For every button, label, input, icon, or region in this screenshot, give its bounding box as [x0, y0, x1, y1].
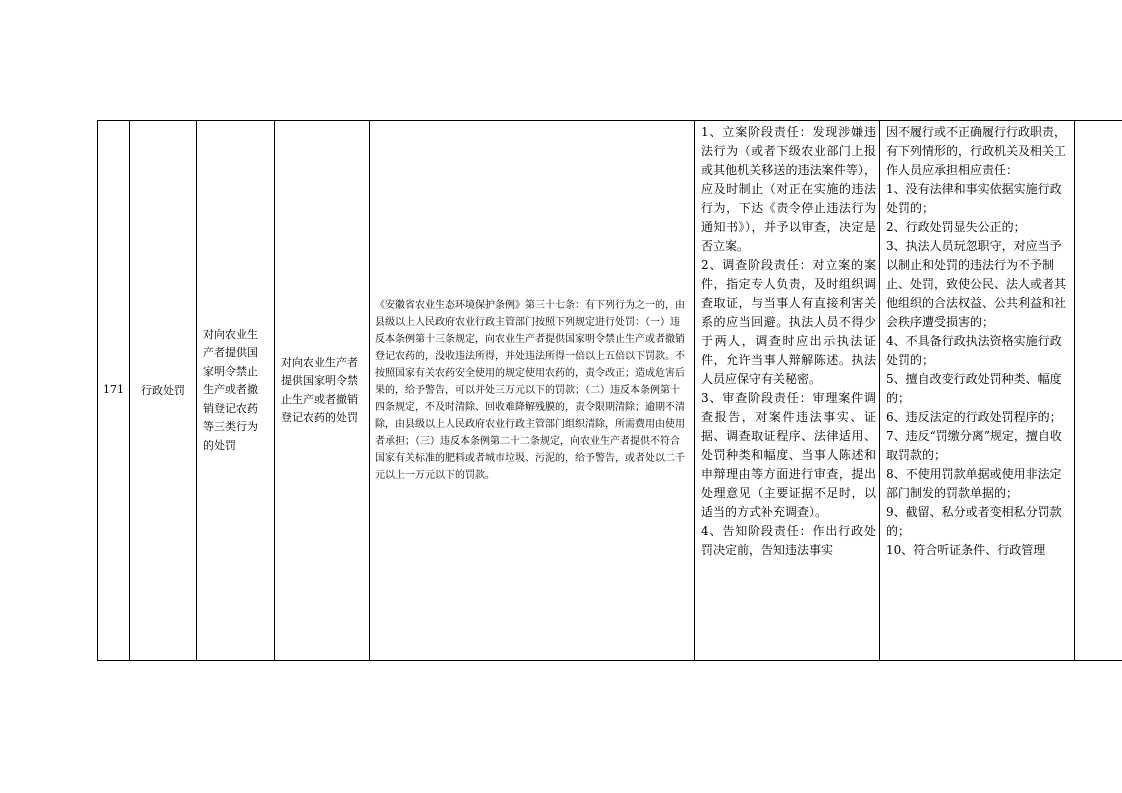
item-name: 对向农业生产者提供国家明令禁止生产或者撤销登记农药等三类行为的处罚 — [203, 327, 258, 452]
legal-basis-text: 《安徽省农业生态环境保护条例》第三十七条：有下列行为之一的，由县级以上人民政府农业行政主管部门按照下列规定进行处罚：（一）违反本条例第十三条规定，向农业生产者提供国家明令禁止生产或者撤销登记农药的，没收违法所得，并处违法所得一倍以上五倍以下罚款。不按照国家有关农药安全使用的规定使用农药的，责令改正；造成危害后果的，给予警告，可以并处三万元以下的罚款；（二）违反本条例第十四条规定，不及时清除、回收难降解残膜的，责令限期清除；逾期不清除，由县级以上人民政府农业行政主管部门组织清除，所需费用由使用者承担；（三）违反本条例第二十二条规定，向农业生产者提供不符合国家有关标准的肥料或者城市垃圾、污泥的，给予警告，或者处以二千元以上一万元以下的罚款。 — [375, 300, 685, 481]
sub-item-name: 对向农业生产者提供国家明令禁止生产或者撤销登记农药的处罚 — [281, 355, 358, 424]
accountability-cell — [880, 121, 1075, 661]
row-number-cell — [98, 121, 130, 661]
legal-basis-cell — [370, 121, 695, 661]
sub-item-cell — [275, 121, 370, 661]
item-name-cell — [197, 121, 275, 661]
power-category: 行政处罚 — [141, 383, 185, 397]
row-number: 171 — [103, 383, 124, 397]
power-list-table — [97, 120, 1122, 661]
table-row — [98, 121, 1122, 661]
responsibility-text: 1、立案阶段责任：发现涉嫌违法行为（或者下级农业部门上报或其他机关移送的违法案件等），应及时制止（对正在实施的违法行为，下达《责令停止违法行为通知书》），并予以审查，决定是否立案。 2、调查阶段责任：对立案的案件，指定专人负责，及时组织调查取证，与当事人有直接利害关系的应当回避。执法人员不得少于两人，调查时应出示执法证件，允许当事人辩解陈述。执法人员应保守有关秘密。 3、审查阶段责任：审理案件调查报告，对案件违法事实、证据、调查取证程序、法律适用、处罚种类和幅度、当事人陈述和申辩理由等方面进行审查，提出处理意见（主要证据不足时，以适当的方式补充调查）。 4、告知阶段责任：作出行政处罚决定前，告知违法事实 — [701, 125, 876, 557]
power-category-cell — [130, 121, 197, 661]
responsibility-cell — [695, 121, 880, 661]
note-cell — [1075, 121, 1122, 661]
accountability-text: 因不履行或不正确履行行政职责，有下列情形的，行政机关及相关工作人员应承担相应责任： 1、没有法律和事实依据实施行政处罚的； 2、行政处罚显失公正的； 3、执法人员玩忽职守，对应当予以制止和处罚的违法行为不予制止、处罚，致使公民、法人或者其他组织的合法权益、公共利益和社会秩序遭受损害的； 4、不具备行政执法资格实施行政处罚的； 5、擅自改变行政处罚种类、幅度的； 6、违反法定的行政处罚程序的； 7、违反“罚缴分离”规定，擅自收取罚款的； 8、不使用罚款单据或使用非法定部门制发的罚款单据的； 9、截留、私分或者变相私分罚款的； 10、符合听证条件、行政管理 — [886, 125, 1067, 557]
